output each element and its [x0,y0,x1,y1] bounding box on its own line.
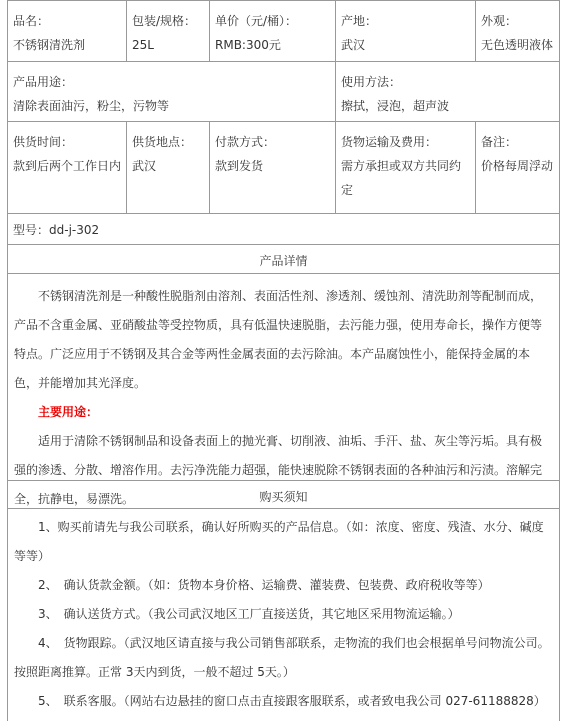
main-use-text: 适用于清除不锈钢制品和设备表面上的抛光膏、切削液、油垢、手汗、盐、灰尘等污垢。具有极强的渗透、分散、增溶作用。去污净洗能力超强，能快速脱除不锈钢表面的各种油污和污渍。溶解完全，抗静电，易漂洗。 [14,434,543,506]
price-value: RMB:300元 [215,38,281,52]
notice-item: 1、购买前请先与我公司联系，确认好所购买的产品信息。（如：浓度、密度、残渣、水分、碱度等等） [14,520,544,563]
spec-row [7,0,560,62]
notice-item: 4、 货物跟踪。（武汉地区请直接与我公司销售部联系，走物流的我们也会根据单号问物流公司。按照距离推算。正常 3天内到货，一般不超过 5天。） [14,636,550,679]
origin-label: 产地： [341,14,378,28]
supply-time-label: 供货时间： [13,135,74,149]
main-use-label: 主要用途： [38,405,99,419]
remark-label: 备注： [481,135,518,149]
method-cell [335,62,559,121]
details-title: 产品详情 [259,254,308,268]
method-label: 使用方法： [341,75,402,89]
shipping-cell [335,122,475,213]
price-label: 单价（元/桶）： [215,14,298,28]
remark-cell [475,122,559,213]
notice-item: 5、 联系客服。（网站右边悬挂的窗口点击直接跟客服联系，或者致电我公司 027-61188828） [38,694,546,708]
details-title-row [7,245,560,274]
purpose-label: 产品用途： [13,75,74,89]
supply-row [7,122,560,214]
model-row [7,214,560,245]
price-cell [209,1,335,61]
notice-item: 3、 确认送货方式。（我公司武汉地区工厂直接送货，其它地区采用物流运输。） [38,607,460,621]
appearance-cell [475,1,559,61]
package-cell [126,1,209,61]
notice-title-row [7,481,560,509]
supply-place-value: 武汉 [132,159,157,173]
method-value: 擦拭，浸泡，超声波 [341,99,450,113]
product-name-value: 不锈钢清洗剂 [13,38,86,52]
notice-title: 购买须知 [259,490,308,504]
supply-time-value: 款到后两个工作日内 [13,159,122,173]
supply-time-cell [8,122,126,213]
package-label: 包装/规格： [132,14,197,28]
payment-label: 付款方式： [215,135,276,149]
product-name-label: 品名： [13,14,50,28]
details-paragraph: 不锈钢清洗剂是一种酸性脱脂剂由溶剂、表面活性剂、渗透剂、缓蚀剂、清洗助剂等配制而成，产品不含重金属、亚硝酸盐等受控物质，具有低温快速脱脂，去污能力强，使用寿命长，操作方便等特点。广泛应用于不锈钢及其合金等两性金属表面的去污除油。本产品腐蚀性小，能保持金属的本色，并能增加其光泽度。 [14,289,543,390]
notice-body-row [7,509,560,721]
shipping-label: 货物运输及费用： [341,135,438,149]
shipping-value: 需方承担或双方共同约定 [341,159,462,197]
origin-cell [335,1,475,61]
model-cell [8,214,559,244]
supply-place-cell [126,122,209,213]
notice-list [8,509,559,721]
appearance-label: 外观： [481,14,518,28]
supply-place-label: 供货地点： [132,135,193,149]
product-name-cell [8,1,126,61]
purpose-value: 清除表面油污，粉尘，污物等 [13,99,170,113]
origin-value: 武汉 [341,38,366,52]
remark-value: 价格每周浮动 [481,159,554,173]
usage-row [7,62,560,122]
payment-cell [209,122,335,213]
payment-value: 款到发货 [215,159,264,173]
purpose-cell [8,62,335,121]
package-value: 25L [132,38,154,52]
product-table [7,0,560,721]
appearance-value: 无色透明液体 [481,38,554,52]
model-number: 型号：dd-j-302 [13,223,100,237]
notice-item: 2、 确认货款金额。（如：货物本身价格、运输费、灌装费、包装费、政府税收等等） [38,578,490,592]
